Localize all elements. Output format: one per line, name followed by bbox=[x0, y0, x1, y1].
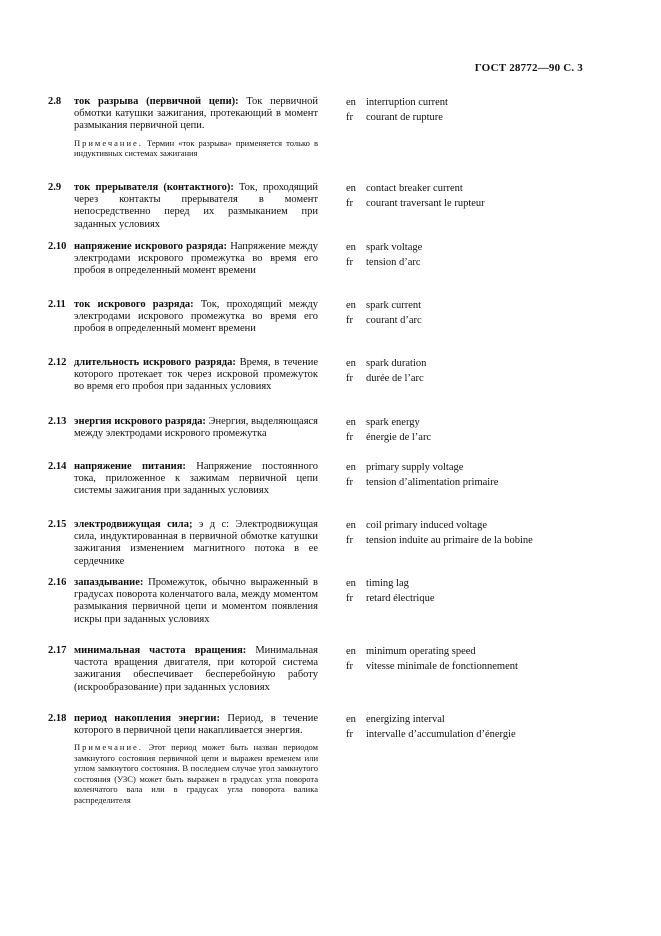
entry-term: напряжение питания: bbox=[74, 461, 186, 472]
entry-number: 2.12 bbox=[48, 357, 67, 368]
entry-body bbox=[74, 577, 318, 626]
lang-code-en: en bbox=[346, 358, 356, 369]
entry-body bbox=[74, 182, 318, 231]
lang-code-fr: fr bbox=[346, 111, 353, 123]
entry-definition: Ток первичной обмотки катушки зажигания, протекающий в момент размыкания первичной цепи. bbox=[74, 96, 318, 132]
entry-number: 2.13 bbox=[48, 416, 67, 427]
translation-fr: retard électrique bbox=[366, 592, 435, 604]
entry-number: 2.9 bbox=[48, 182, 62, 193]
lang-code-fr: fr bbox=[346, 660, 353, 672]
lang-code-fr: fr bbox=[346, 197, 353, 209]
translation-fr: durée de l’arc bbox=[366, 372, 424, 384]
entry-definition: Время, в течение которого протекает ток через искровой промежуток во время его пробоя при заданных условиях bbox=[74, 357, 318, 393]
lang-code-fr: fr bbox=[346, 728, 353, 740]
entry-body bbox=[74, 713, 318, 805]
entry-term: электродвижущая сила; bbox=[74, 519, 193, 530]
entry-term: запаздывание: bbox=[74, 577, 144, 588]
entry-number: 2.10 bbox=[48, 241, 67, 252]
lang-code-fr: fr bbox=[346, 476, 353, 488]
entry-term: длительность искрового разряда: bbox=[74, 357, 236, 368]
translation-fr: tension induite au primaire de la bobine bbox=[366, 534, 533, 546]
entry-number: 2.11 bbox=[48, 299, 66, 310]
note-text: Этот период может быть назван периодом замкнутого состояния первичной цепи и выражен временем или углом замкнутого состояния. В последнем случае угол замкнутого состояния (УЗС) может быть выражен в градусах угла поворота коленчатого вала или в градусах угла поворота валика распределителя bbox=[74, 742, 318, 805]
note-label: Примечание. bbox=[74, 742, 143, 753]
entry-body bbox=[74, 519, 318, 568]
entry-definition: э д с: Электродвижущая сила, индуктированная в первичной обмотке катушки зажигания изменением магнитного потока в ее сердечнике bbox=[74, 519, 318, 567]
lang-code-en: en bbox=[346, 97, 356, 108]
page-header: ГОСТ 28772—90 С. 3 bbox=[474, 62, 583, 74]
lang-code-en: en bbox=[346, 417, 356, 428]
entry-translations bbox=[346, 519, 608, 548]
entry-definition: Ток, проходящий через контакты прерывателя в момент непосредственно перед их размыканием при заданных условиях bbox=[74, 182, 318, 230]
entry-translations bbox=[346, 713, 608, 742]
entry-translations bbox=[346, 577, 608, 606]
entry-term: энергия искрового разряда: bbox=[74, 416, 206, 427]
entry-term: ток искрового разряда: bbox=[74, 299, 194, 310]
translation-en: spark energy bbox=[366, 417, 420, 428]
lang-code-fr: fr bbox=[346, 256, 353, 268]
translation-en: contact breaker current bbox=[366, 183, 463, 194]
entry-term: минимальная частота вращения: bbox=[74, 645, 247, 656]
entry-translations bbox=[346, 182, 608, 211]
entry-definition: Промежуток, обычно выраженный в градусах поворота коленчатого вала, между моментом размыкания первичной цепи и моментом появления искры при заданных условиях bbox=[74, 577, 318, 625]
entry-body bbox=[74, 241, 318, 278]
lang-code-en: en bbox=[346, 183, 356, 194]
entry-note bbox=[74, 742, 318, 805]
entry-translations bbox=[346, 96, 608, 125]
entry-definition: Минимальная частота вращения двигателя, при которой система зажигания обеспечивает бесперебойную работу (искрообразование) при заданных условиях bbox=[74, 645, 318, 693]
entry-body bbox=[74, 416, 318, 440]
translation-en: spark current bbox=[366, 300, 422, 311]
entry-definition: Напряжение между электродами искрового промежутка во время его пробоя в определенный момент времени bbox=[74, 241, 318, 277]
translation-en: timing lag bbox=[366, 578, 409, 589]
entry-translations bbox=[346, 416, 608, 445]
translation-fr: intervalle d’accumulation d’énergie bbox=[366, 728, 516, 740]
entry-body bbox=[74, 299, 318, 336]
lang-code-en: en bbox=[346, 520, 356, 531]
translation-fr: courant d’arc bbox=[366, 314, 422, 326]
note-label: Примечание. bbox=[74, 137, 143, 148]
translation-en: coil primary induced voltage bbox=[366, 520, 488, 531]
entry-term: ток прерывателя (контактного): bbox=[74, 182, 234, 193]
translation-en: minimum operating speed bbox=[366, 646, 476, 657]
lang-code-fr: fr bbox=[346, 534, 353, 546]
lang-code-en: en bbox=[346, 462, 356, 473]
lang-code-fr: fr bbox=[346, 592, 353, 604]
translation-fr: énergie de l’arc bbox=[366, 431, 432, 443]
entry-number: 2.15 bbox=[48, 519, 67, 530]
entry-definition: Период, в течение которого в первичной цепи накапливается энергия. bbox=[74, 713, 318, 737]
entry-translations bbox=[346, 357, 608, 386]
lang-code-fr: fr bbox=[346, 314, 353, 326]
lang-code-en: en bbox=[346, 714, 356, 725]
note-text: Термин «ток разрыва» применяется только в индуктивных системах зажигания bbox=[74, 137, 318, 159]
translation-fr: tension d’alimentation primaire bbox=[366, 476, 499, 488]
entry-number: 2.16 bbox=[48, 577, 67, 588]
entry-definition: Напряжение постоянного тока, приложенное к зажимам первичной цепи системы зажигания при заданных условиях bbox=[74, 461, 318, 497]
entry-translations bbox=[346, 241, 608, 270]
translation-en: spark duration bbox=[366, 358, 427, 369]
entry-translations bbox=[346, 299, 608, 328]
entry-body bbox=[74, 645, 318, 694]
translation-en: interruption current bbox=[366, 97, 448, 108]
lang-code-en: en bbox=[346, 242, 356, 253]
entry-number: 2.17 bbox=[48, 645, 67, 656]
entry-body bbox=[74, 357, 318, 394]
entry-translations bbox=[346, 461, 608, 490]
entry-term: напряжение искрового разряда: bbox=[74, 241, 228, 252]
entry-translations bbox=[346, 645, 608, 674]
entry-number: 2.8 bbox=[48, 96, 62, 107]
translation-en: spark voltage bbox=[366, 242, 423, 253]
entry-term: период накопления энергии: bbox=[74, 713, 220, 724]
entry-term: ток разрыва (первичной цепи): bbox=[74, 96, 239, 107]
lang-code-en: en bbox=[346, 300, 356, 311]
entry-note bbox=[74, 138, 318, 159]
entry-body bbox=[74, 461, 318, 498]
entry-definition: Ток, проходящий между электродами искрового промежутка во время его пробоя в определенный момент времени bbox=[74, 299, 319, 335]
lang-code-fr: fr bbox=[346, 372, 353, 384]
entry-body bbox=[74, 96, 318, 159]
translation-fr: tension d’arc bbox=[366, 256, 421, 268]
entry-number: 2.18 bbox=[48, 713, 67, 724]
translation-fr: vitesse minimale de fonctionnement bbox=[366, 660, 518, 672]
translation-en: energizing interval bbox=[366, 714, 445, 725]
translation-fr: courant de rupture bbox=[366, 111, 443, 123]
translation-en: primary supply voltage bbox=[366, 462, 464, 473]
entry-number: 2.14 bbox=[48, 461, 67, 472]
entry-definition: Энергия, выделяющаяся между электродами искрового промежутка bbox=[74, 416, 319, 440]
lang-code-fr: fr bbox=[346, 431, 353, 443]
lang-code-en: en bbox=[346, 578, 356, 589]
lang-code-en: en bbox=[346, 646, 356, 657]
translation-fr: courant traversant le rupteur bbox=[366, 197, 485, 209]
